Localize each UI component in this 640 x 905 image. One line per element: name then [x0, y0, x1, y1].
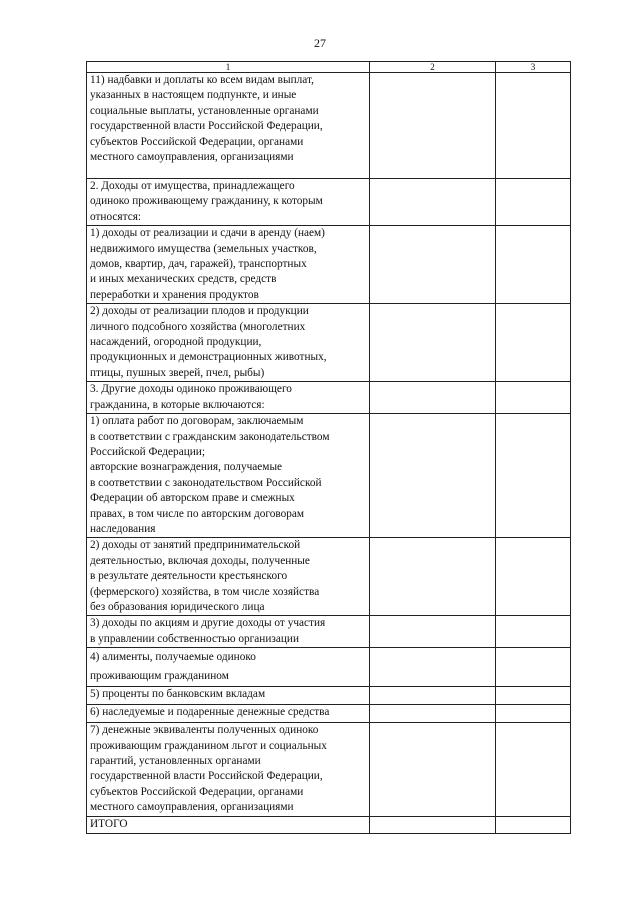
- row-value-col3: [496, 73, 571, 179]
- table-row: [87, 687, 571, 705]
- table-row: [87, 538, 571, 616]
- row-description: 2. Доходы от имущества, принадлежащего одиноко проживающему гражданину, к которым относятся:: [87, 179, 370, 226]
- row-value-col2: [370, 705, 496, 723]
- table-row: [87, 304, 571, 382]
- income-table: [86, 61, 571, 834]
- row-value-col3: [496, 687, 571, 705]
- row-description: 3. Другие доходы одиноко проживающего гражданина, в которые включаются:: [87, 382, 370, 414]
- table-row: [87, 179, 571, 226]
- row-description: 6) наследуемые и подаренные денежные средства: [87, 705, 370, 723]
- row-value-col3: [496, 179, 571, 226]
- row-value-col2: [370, 723, 496, 816]
- row-value-col2: [370, 616, 496, 648]
- column-header-1: 1: [87, 62, 370, 73]
- table-row: [87, 414, 571, 538]
- row-value-col3: [496, 382, 571, 414]
- row-description: 4) алименты, получаемые одиноко проживающим гражданином: [87, 648, 370, 687]
- row-value-col2: [370, 73, 496, 179]
- row-value-col2: [370, 648, 496, 687]
- row-description: 1) оплата работ по договорам, заключаемым в соответствии с гражданским законодательством Российской Федерации; авторские вознаграждения, получаемые в соответствии с законодательством Российской Федерации об авторском праве и смежных правах, в том числе по авторским договорам наследования: [87, 414, 370, 538]
- row-description: 2) доходы от реализации плодов и продукции личного подсобного хозяйства (многолетних насаждений, огородной продукции, продукционных и демонстрационных животных, птицы, пушных зверей, пчел, рыбы): [87, 304, 370, 382]
- table-row: [87, 616, 571, 648]
- table-row: [87, 705, 571, 723]
- table-row-total: [87, 816, 571, 833]
- table-row: [87, 73, 571, 179]
- row-value-col3: [496, 414, 571, 538]
- row-value-col3: [496, 538, 571, 616]
- table-row: [87, 648, 571, 687]
- row-value-col2: [370, 414, 496, 538]
- row-value-col2: [370, 382, 496, 414]
- row-description: 3) доходы по акциям и другие доходы от участия в управлении собственностью организации: [87, 616, 370, 648]
- column-header-2: 2: [370, 62, 496, 73]
- row-value-col3: [496, 616, 571, 648]
- row-value-col3: [496, 705, 571, 723]
- row-value-col3: [496, 648, 571, 687]
- row-value-col3: [496, 816, 571, 833]
- row-value-col2: [370, 304, 496, 382]
- row-value-col2: [370, 226, 496, 304]
- row-value-col3: [496, 304, 571, 382]
- row-value-col2: [370, 179, 496, 226]
- row-value-col2: [370, 687, 496, 705]
- row-value-col2: [370, 816, 496, 833]
- table-row: [87, 723, 571, 816]
- row-description: 5) проценты по банковским вкладам: [87, 687, 370, 705]
- column-header-3: 3: [496, 62, 571, 73]
- row-description: 11) надбавки и доплаты ко всем видам выплат, указанных в настоящем подпункте, и иные социальные выплаты, установленные органами государственной власти Российской Федерации, субъектов Российской Федерации, органами местного самоуправления, организациями: [87, 73, 370, 179]
- table-row: [87, 382, 571, 414]
- row-value-col3: [496, 723, 571, 816]
- row-description: 2) доходы от занятий предпринимательской деятельностью, включая доходы, полученные в результате деятельности крестьянского (фермерского) хозяйства, в том числе хозяйства без образования юридического лица: [87, 538, 370, 616]
- row-value-col2: [370, 538, 496, 616]
- table-header-row: [87, 62, 571, 73]
- page-number: 27: [314, 36, 326, 50]
- row-description: 1) доходы от реализации и сдачи в аренду (наем) недвижимого имущества (земельных участков, домов, квартир, дач, гаражей), транспортных и иных механических средств, средств переработки и хранения продуктов: [87, 226, 370, 304]
- row-description: 7) денежные эквиваленты полученных одиноко проживающим гражданином льгот и социальных гарантий, установленных органами государственной власти Российской Федерации, субъектов Российской Федерации, органами местного самоуправления, организациями: [87, 723, 370, 816]
- table-row: [87, 226, 571, 304]
- total-label: ИТОГО: [87, 816, 370, 833]
- row-value-col3: [496, 226, 571, 304]
